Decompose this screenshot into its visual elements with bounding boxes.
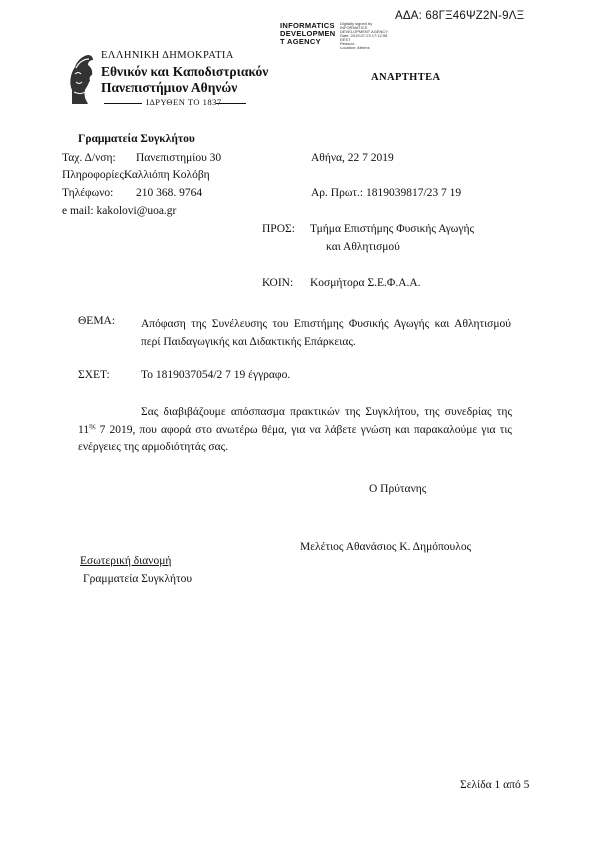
reference-label: ΣΧΕΤ:	[78, 369, 110, 381]
recipient-line1: Τμήμα Επιστήμης Φυσικής Αγωγής	[310, 223, 475, 235]
university-name-line2: Πανεπιστήμιον Αθηνών	[101, 80, 238, 95]
infodev-fine-print: Reason:	[340, 41, 355, 46]
ada-stamp: ΑΔΑ: 68ΓΞ46ΨΖ2Ν-9ΛΞ	[395, 10, 525, 22]
internal-distribution-label: Εσωτερική διανομή	[80, 555, 172, 567]
protocol-number: Αρ. Πρωτ.: 1819039817/23 7 19	[311, 187, 462, 199]
info-value: Καλλιόπη Κολόβη	[124, 169, 210, 181]
university-name-line1: Εθνικόν και Καποδιστριακόν	[101, 64, 269, 79]
digital-signature-stamp	[280, 22, 420, 52]
signatory-name: Μελέτιος Αθανάσιος Κ. Δημόπουλος	[300, 541, 472, 553]
page-number: Σελίδα 1 από 5	[460, 779, 530, 791]
recipient-label: ΠΡΟΣ:	[262, 223, 295, 235]
cc-value: Κοσμήτορα Σ.Ε.Φ.Α.Α.	[310, 277, 421, 289]
divider	[104, 103, 142, 104]
infodev-fine-print: DEVELOPMENT AGENCY	[340, 29, 388, 34]
address-label: Ταχ. Δ/νση:	[62, 152, 116, 164]
infodev-fine-print: Digitally signed by	[340, 21, 373, 26]
infodev-line: T AGENCY	[280, 37, 321, 46]
university-country: ΕΛΛΗΝΙΚΗ ΔΗΜΟΚΡΑΤΙΑ	[101, 50, 234, 61]
recipient-line2: και Αθλητισμού	[326, 241, 400, 253]
infodev-fine-print: Location: Athens	[340, 45, 370, 50]
signatory-title: Ο Πρύτανης	[369, 483, 427, 495]
infodev-line: INFORMATICS	[280, 21, 335, 30]
body-paragraph	[78, 404, 512, 457]
body-text-part1: Σας διαβιβάζουμε απόσπασμα πρακτικών της Συγκλήτου, της συνεδρίας της 11	[78, 406, 512, 436]
phone-value: 210 368. 9764	[136, 187, 203, 199]
ordinal-superscript: ης	[89, 421, 96, 430]
cc-label: ΚΟΙΝ:	[262, 277, 294, 289]
internal-distribution-value: Γραμματεία Συγκλήτου	[83, 573, 193, 585]
subject-text: Απόφαση της Συνέλευσης του Επιστήμης Φυσικής Αγωγής και Αθλητισμού περί Παιδαγωγικής και Διδακτικής Επάρκειας.	[141, 318, 511, 348]
posting-mark: ΑΝΑΡΤΗΤΕΑ	[371, 72, 441, 83]
email-line: e mail: kakolovi@uoa.gr	[62, 205, 177, 217]
sender-department: Γραμματεία Συγκλήτου	[78, 133, 195, 145]
divider	[216, 103, 246, 104]
university-established: ΙΔΡΥΘΕΝ ΤΟ 1837	[146, 97, 222, 107]
phone-label: Τηλέφωνο:	[62, 187, 114, 199]
info-label: Πληροφορίες:	[62, 169, 128, 181]
infodev-line: DEVELOPMEN	[280, 29, 336, 38]
address-value: Πανεπιστημίου 30	[136, 152, 222, 164]
document-date: Αθήνα, 22 7 2019	[311, 152, 394, 164]
subject-label: ΘΕΜΑ:	[78, 315, 116, 327]
infodev-fine-print: EEST	[340, 37, 351, 42]
athena-emblem-icon	[66, 50, 96, 106]
reference-text: Το 1819037054/2 7 19 έγγραφο.	[141, 369, 291, 381]
infodev-fine-print: Date: 2019.07.23 17:12:55	[340, 33, 388, 38]
infodev-fine-print: INFORMATICS	[340, 25, 368, 30]
body-text-part2: 7 2019, που αφορά στο ανωτέρω θέμα, για να λάβετε γνώση και παρακαλούμε για τις ενέργειες της αρμοδιότητάς σας.	[78, 423, 512, 453]
